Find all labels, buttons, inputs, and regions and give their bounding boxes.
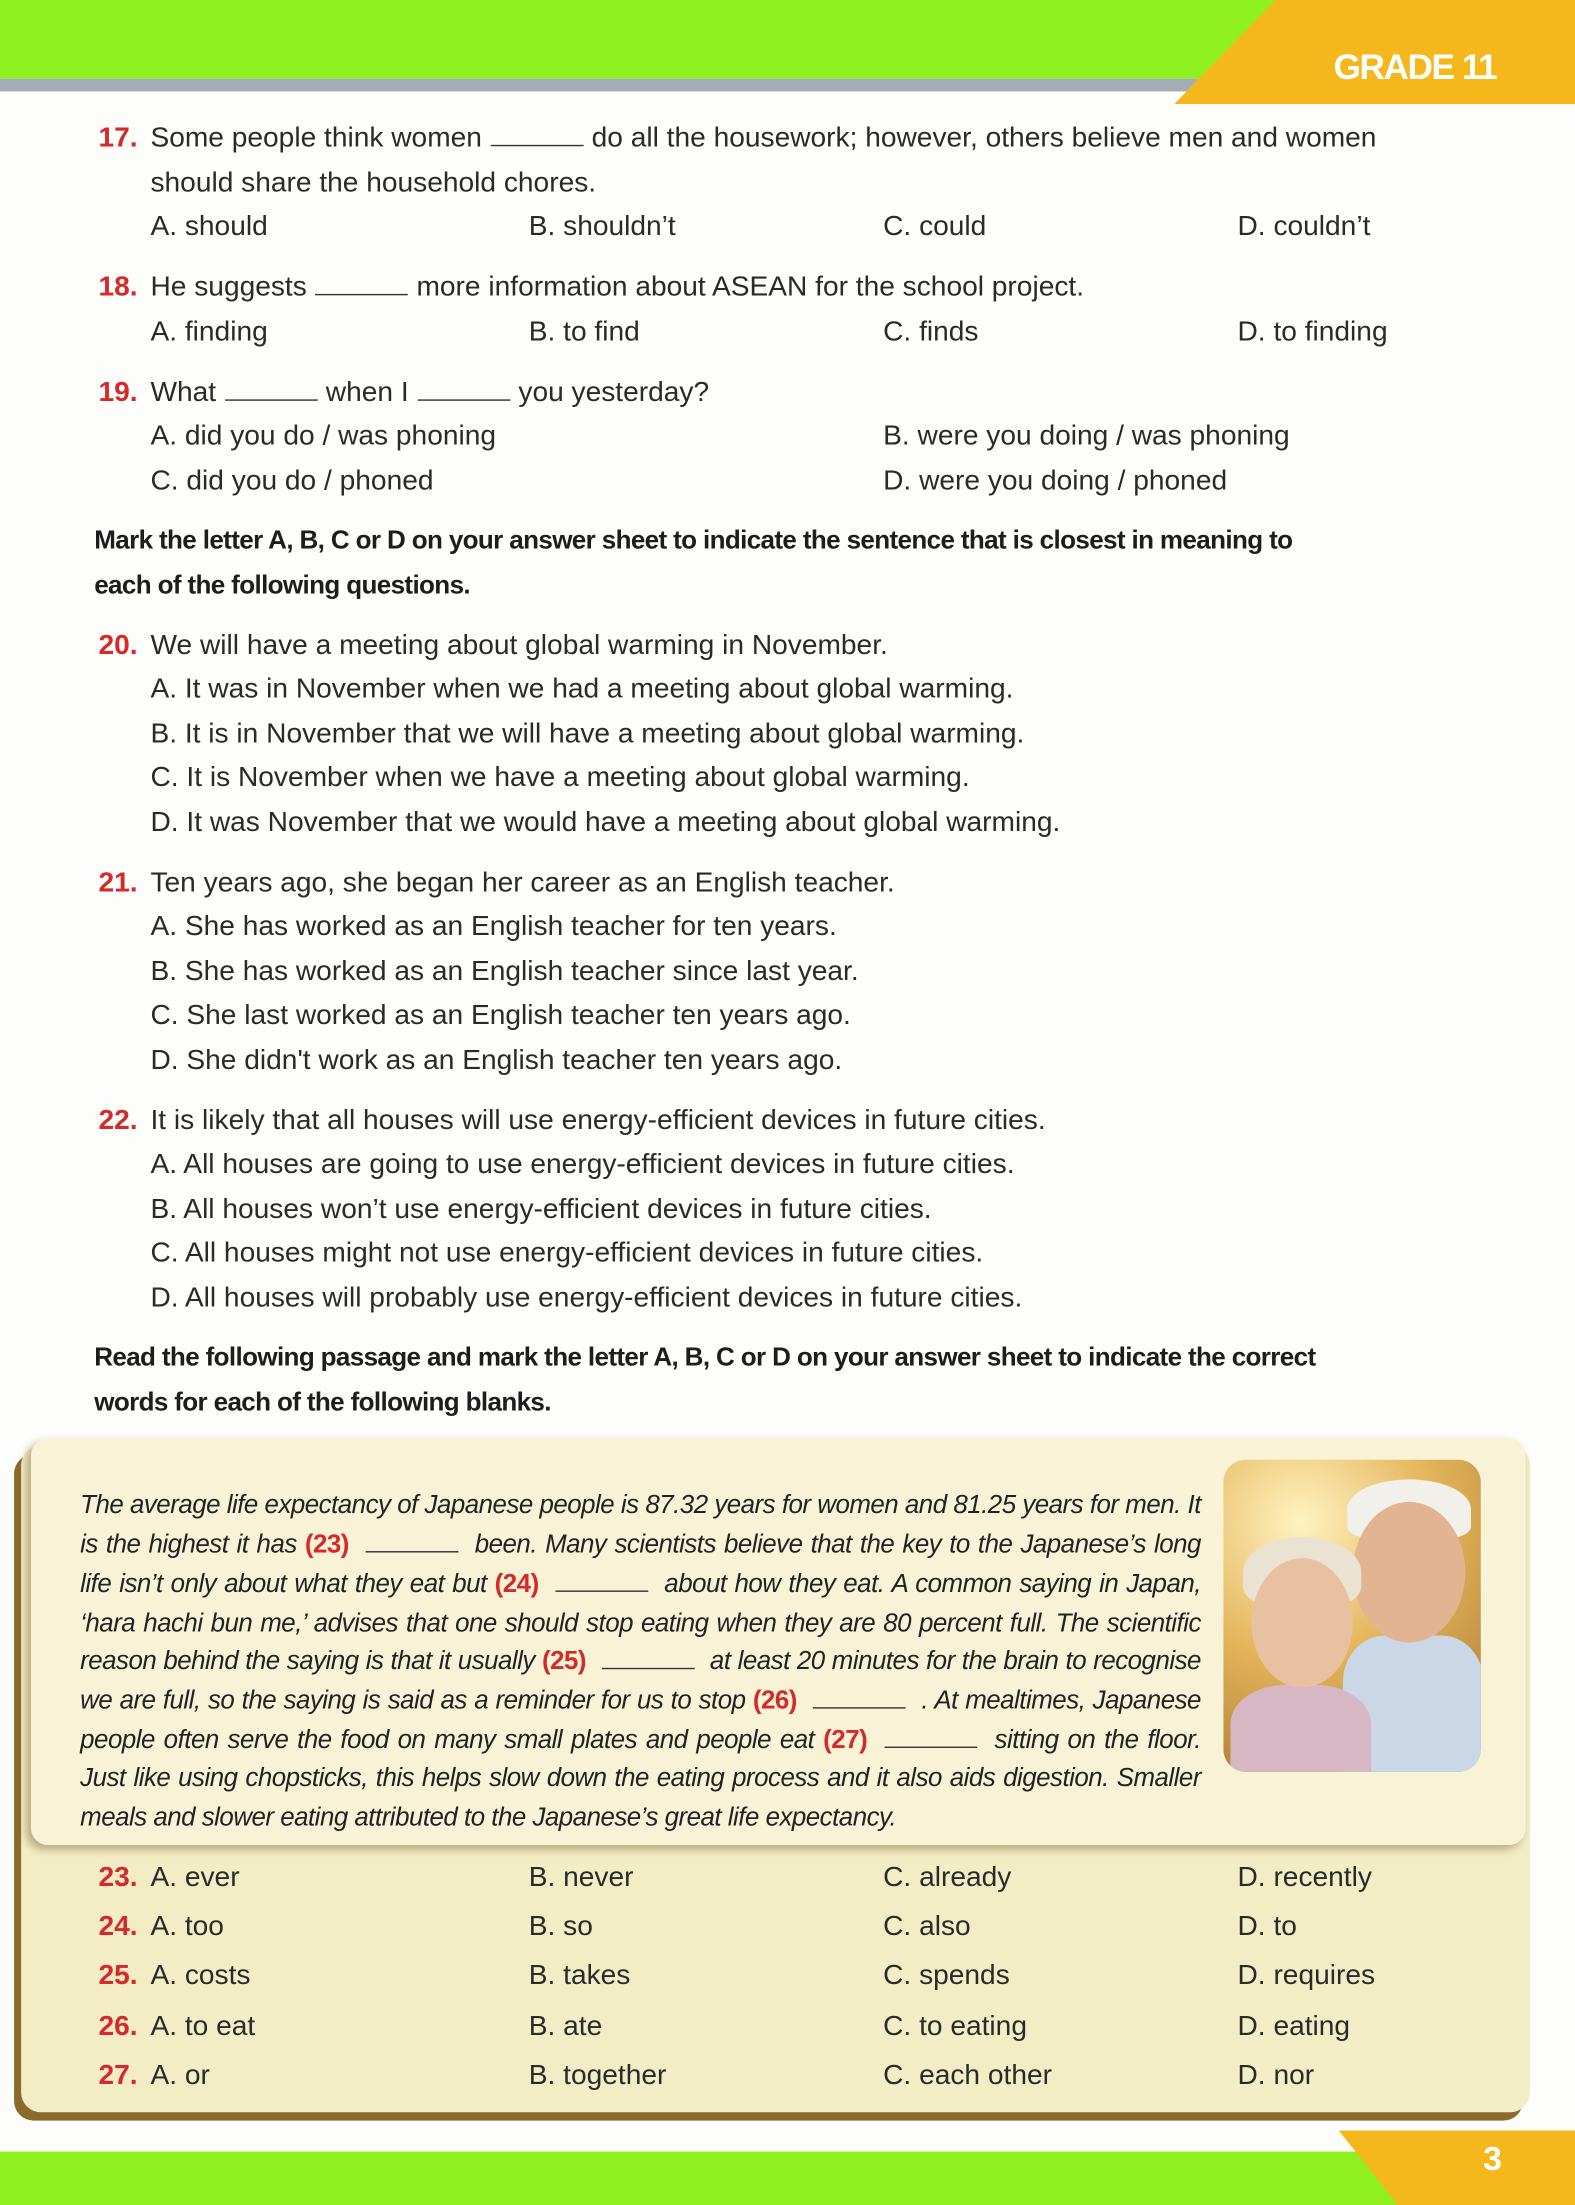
question-number: 17. xyxy=(98,122,138,154)
answer-option[interactable]: D. to finding xyxy=(1237,315,1388,347)
options-row xyxy=(0,314,1575,358)
footer-band xyxy=(0,2152,1575,2205)
blank-number: (23) xyxy=(304,1528,349,1559)
answer-option[interactable]: A. to eat xyxy=(150,2010,256,2042)
question-text-part: It is likely that all houses will use energy-efficient devices in future cities. xyxy=(150,1104,1046,1136)
answer-option[interactable]: C. could xyxy=(883,210,987,242)
answer-option[interactable]: C. did you do / phoned xyxy=(150,464,434,496)
question-text-part: when I xyxy=(325,376,409,408)
answer-option[interactable]: B. to find xyxy=(528,315,640,347)
answer-option[interactable]: D. to xyxy=(1237,1911,1297,1943)
options-row xyxy=(0,1148,1575,1192)
answer-option[interactable]: D. couldn’t xyxy=(1237,210,1371,242)
answer-option[interactable]: A. did you do / was phoning xyxy=(150,420,497,452)
instruction xyxy=(0,1340,1575,1429)
answer-row-27 xyxy=(0,2058,1575,2107)
instruction xyxy=(0,523,1575,612)
answer-option[interactable]: A. finding xyxy=(150,315,268,347)
answer-option[interactable]: A. costs xyxy=(150,1960,251,1992)
answer-option[interactable]: B. together xyxy=(528,2059,667,2091)
answer-option[interactable]: C. already xyxy=(883,1861,1012,1893)
answer-option[interactable]: B. ate xyxy=(528,2010,603,2042)
answer-option[interactable]: C. She last worked as an English teacher ten years ago. xyxy=(150,999,851,1031)
reading-passage xyxy=(80,1486,1201,1837)
question-number: 19. xyxy=(98,376,138,408)
question-number: 24. xyxy=(98,1911,138,1943)
instruction-line: words for each of the following blanks. xyxy=(94,1385,551,1416)
passage-blank xyxy=(602,1646,695,1670)
question-text xyxy=(150,1103,1045,1137)
passage-blank xyxy=(813,1685,906,1709)
passage-text: sitting on the floor. Just like using chopsticks, this helps slow down the eating process and it also aids digestion. Smaller meals and slower eating attributed to the Japanese’s great life expectancy. xyxy=(80,1723,1201,1831)
answer-option[interactable]: D. recently xyxy=(1237,1861,1372,1893)
answer-row-26 xyxy=(0,2009,1575,2058)
answer-option[interactable]: B. takes xyxy=(528,1960,631,1992)
instruction-line: Mark the letter A, B, C or D on your answer sheet to indicate the sentence that is closest in meaning to xyxy=(94,524,1293,555)
options-row xyxy=(0,716,1575,760)
answer-option[interactable]: B. It is in November that we will have a meeting about global warming. xyxy=(150,717,1025,749)
options-row xyxy=(0,419,1575,463)
answer-option[interactable]: C. All houses might not use energy-efficient devices in future cities. xyxy=(150,1237,984,1269)
answer-option[interactable]: C. each other xyxy=(883,2059,1052,2091)
options-row xyxy=(0,761,1575,805)
question-21 xyxy=(0,866,1575,1087)
blank-number: (24) xyxy=(494,1567,539,1598)
question-text-part: What xyxy=(150,376,217,408)
question-text-part: Some people think women xyxy=(150,122,482,154)
options-row xyxy=(0,1280,1575,1324)
options-row xyxy=(0,1192,1575,1236)
question-text xyxy=(150,121,1376,155)
options-row xyxy=(0,672,1575,716)
answer-row-24 xyxy=(0,1910,1575,1959)
answer-option[interactable]: C. It is November when we have a meeting about global warming. xyxy=(150,762,970,794)
options-row xyxy=(0,1236,1575,1280)
question-19 xyxy=(0,375,1575,508)
question-text xyxy=(150,866,894,900)
answer-option[interactable]: B. never xyxy=(528,1861,634,1893)
question-number: 21. xyxy=(98,866,138,898)
passage-text: about how they eat. A common saying in Japan, ‘hara hachi bun me,’ advises that one should stop eating when they are 80 percent full. The scientific reason behind the saying is that it usually xyxy=(80,1567,1201,1676)
question-text xyxy=(150,270,1084,304)
grade-label: GRADE 11 xyxy=(1333,47,1497,88)
options-row xyxy=(0,998,1575,1042)
answer-option[interactable]: A. too xyxy=(150,1911,224,1943)
answer-option[interactable]: D. It was November that we would have a meeting about global warming. xyxy=(150,806,1061,838)
passage-blank xyxy=(555,1568,648,1592)
options-row xyxy=(0,910,1575,954)
answer-blank xyxy=(417,376,510,400)
question-stem xyxy=(0,1103,1575,1147)
instruction-line: each of the following questions. xyxy=(94,568,471,599)
answer-option[interactable]: C. finds xyxy=(883,315,979,347)
question-text-part: more information about ASEAN for the school project. xyxy=(416,271,1085,303)
options-row xyxy=(0,1043,1575,1087)
question-text-part: should share the household chores. xyxy=(150,166,597,198)
answer-option[interactable]: D. nor xyxy=(1237,2059,1315,2091)
question-text xyxy=(150,628,887,662)
passage-blank xyxy=(365,1529,458,1553)
question-number: 22. xyxy=(98,1104,138,1136)
question-18 xyxy=(0,270,1575,359)
question-number: 26. xyxy=(98,2010,138,2042)
elderly-couple-photo xyxy=(1223,1460,1480,1772)
cloze-answer-options xyxy=(0,1860,1575,2107)
questions-section xyxy=(0,121,1575,1429)
answer-option[interactable]: D. requires xyxy=(1237,1960,1376,1992)
question-stem xyxy=(0,121,1575,165)
options-row xyxy=(0,463,1575,507)
question-text-part: you yesterday? xyxy=(518,376,710,408)
question-number: 25. xyxy=(98,1960,138,1992)
answer-option[interactable]: B. shouldn’t xyxy=(528,210,676,242)
answer-option[interactable]: D. She didn't work as an English teacher ten years ago. xyxy=(150,1044,843,1076)
question-text-part: do all the housework; however, others believe men and women xyxy=(591,122,1377,154)
answer-blank xyxy=(315,271,408,295)
options-row xyxy=(0,805,1575,849)
answer-option[interactable]: B. All houses won’t use energy-efficient devices in future cities. xyxy=(150,1193,932,1225)
question-number: 27. xyxy=(98,2059,138,2091)
answer-option[interactable]: A. or xyxy=(150,2059,210,2091)
answer-option[interactable]: C. to eating xyxy=(883,2010,1027,2042)
question-stem-continued xyxy=(0,165,1575,209)
answer-option[interactable]: A. It was in November when we had a meeting about global warming. xyxy=(150,673,1014,705)
answer-row-25 xyxy=(0,1959,1575,2008)
question-text-part: We will have a meeting about global warming in November. xyxy=(150,629,888,661)
answer-blank xyxy=(225,376,318,400)
question-stem xyxy=(0,375,1575,419)
answer-option[interactable]: D. All houses will probably use energy-efficient devices in future cities. xyxy=(150,1281,1023,1313)
passage-blank xyxy=(884,1724,977,1748)
question-number: 23. xyxy=(98,1861,138,1893)
answer-option[interactable]: D. were you doing / phoned xyxy=(883,464,1228,496)
answer-option[interactable]: A. ever xyxy=(150,1861,240,1893)
answer-option[interactable]: A. She has worked as an English teacher for ten years. xyxy=(150,911,837,943)
question-number: 20. xyxy=(98,629,138,661)
blank-number: (26) xyxy=(752,1684,797,1715)
blank-number: (27) xyxy=(823,1723,868,1754)
passage-text: at least 20 minutes for the brain to recognise we are full, so the saying is said as a reminder for us to stop xyxy=(80,1645,1201,1715)
options-row xyxy=(0,954,1575,998)
options-row xyxy=(0,210,1575,254)
answer-option[interactable]: D. eating xyxy=(1237,2010,1351,2042)
question-stem xyxy=(0,866,1575,910)
question-number: 18. xyxy=(98,271,138,303)
question-text-part: He suggests xyxy=(150,271,307,303)
answer-option[interactable]: C. spends xyxy=(883,1960,1010,1992)
passage-text: The average life expectancy of Japanese people is 87.32 years for women and 81.25 years for men. It is the highest it has xyxy=(80,1489,1201,1559)
passage-text: . At mealtimes, Japanese people often serve the food on many small plates and people eat xyxy=(80,1684,1201,1754)
answer-option[interactable]: C. also xyxy=(883,1911,971,1943)
question-text-part: Ten years ago, she began her career as an English teacher. xyxy=(150,866,895,898)
question-text xyxy=(150,375,709,409)
instruction-line: Read the following passage and mark the letter A, B, C or D on your answer sheet to indicate the correct xyxy=(94,1341,1316,1372)
question-17 xyxy=(0,121,1575,254)
answer-option[interactable]: B. She has worked as an English teacher since last year. xyxy=(150,955,859,987)
answer-option[interactable]: B. were you doing / was phoning xyxy=(883,420,1290,452)
question-22 xyxy=(0,1103,1575,1324)
question-20 xyxy=(0,628,1575,849)
blank-number: (25) xyxy=(541,1645,587,1676)
page-number: 3 xyxy=(1483,2140,1502,2179)
passage-text: been. Many scientists believe that the key to the Japanese’s long life isn’t only about what they eat but xyxy=(80,1528,1201,1598)
answer-option[interactable]: A. should xyxy=(150,210,268,242)
question-stem xyxy=(0,628,1575,672)
header-stripe xyxy=(0,79,1266,92)
question-stem xyxy=(0,270,1575,314)
answer-option[interactable]: A. All houses are going to use energy-efficient devices in future cities. xyxy=(150,1148,1015,1180)
answer-option[interactable]: B. so xyxy=(528,1911,593,1943)
answer-row-23 xyxy=(0,1860,1575,1909)
answer-blank xyxy=(490,122,583,146)
